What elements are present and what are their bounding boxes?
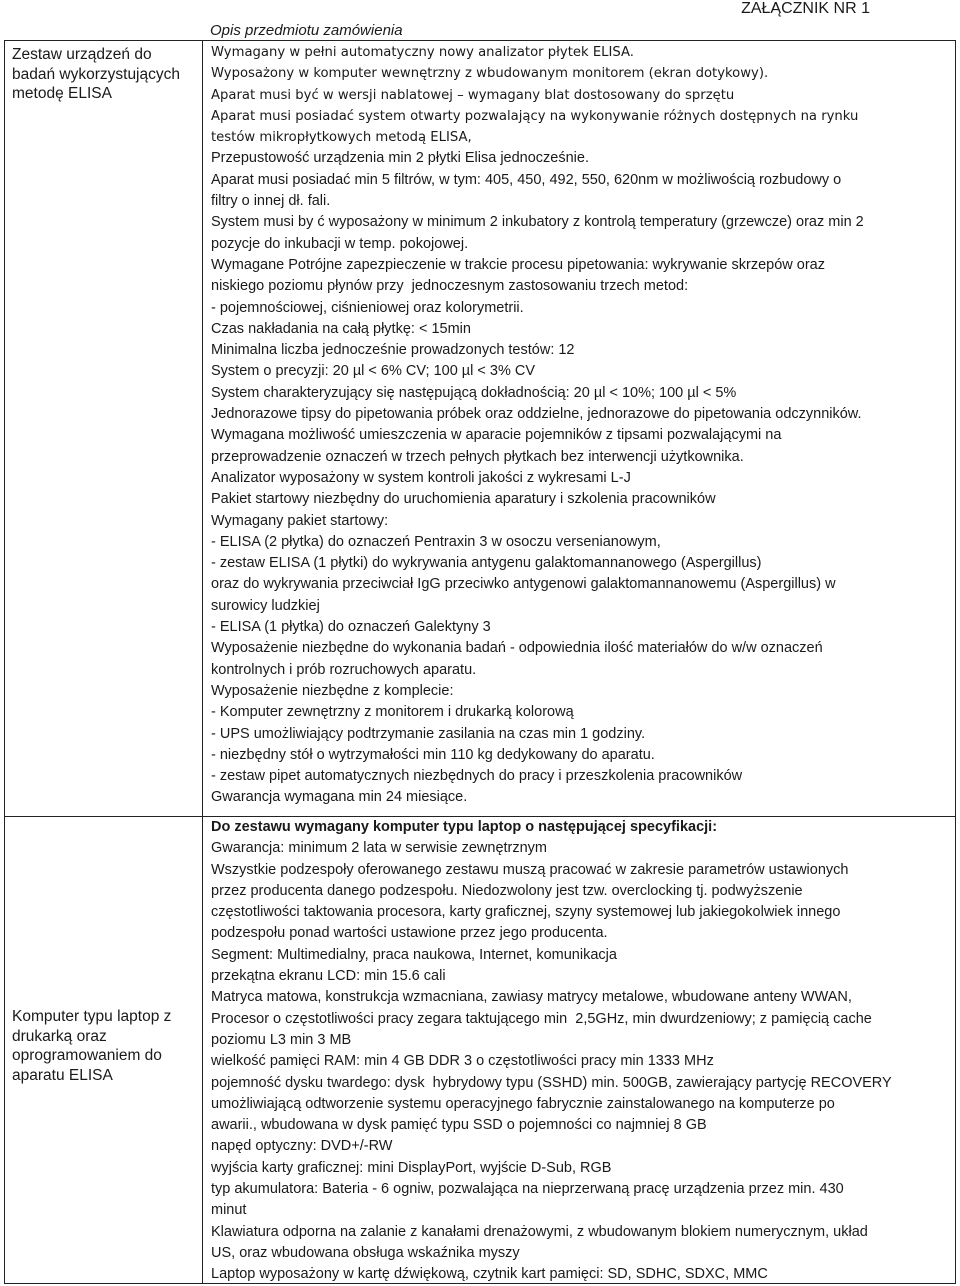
spec-line: typ akumulatora: Bateria - 6 ogniw, pozwalająca na nieprzerwaną pracę urządzenia przez min. 430 — [211, 1181, 844, 1198]
spec-line: Gwarancja: minimum 2 lata w serwisie zewnętrznym — [211, 840, 548, 857]
spec-line: Laptop wyposażony w kartę dźwiękową, czytnik kart pamięci: SD, SDHC, SDXC, MMC — [211, 1266, 768, 1283]
spec-line: Klawiatura odporna na zalanie z kanałami drenażowymi, z wbudowanym blokiem numerycznym, układ — [211, 1223, 868, 1240]
spec-line: Wymagany w pełni automatyczny nowy analizator płytek ELISA. — [211, 45, 634, 60]
spec-line: - Komputer zewnętrzny z monitorem i drukarką kolorową — [211, 704, 574, 721]
spec-line: awarii., wbudowana w dysk pamięć typu SSD o pojemności co najmniej 8 GB — [211, 1117, 707, 1134]
spec-line: System o precyzji: 20 µl < 6% CV; 100 µl < 3% CV — [211, 363, 536, 380]
document-subtitle: Opis przedmiotu zamówienia — [210, 22, 403, 39]
spec-line: - zestaw pipet automatycznych niezbędnych do pracy i przeszkolenia pracowników — [211, 768, 743, 785]
spec-line: - ELISA (2 płytka) do oznaczeń Pentraxin 3 w osoczu versenianowym, — [211, 533, 661, 550]
spec-line: Aparat musi posiadać min 5 filtrów, w tym: 405, 450, 492, 550, 620nm w możliwością rozbudowy o — [211, 171, 842, 188]
spec-line: Gwarancja wymagana min 24 miesiące. — [211, 789, 468, 806]
spec-line: surowicy ludzkiej — [211, 597, 320, 614]
spec-line: Matryca matowa, konstrukcja wzmacniana, zawiasy matrycy metalowe, wbudowane anteny WWAN, — [211, 989, 852, 1006]
elisa-specification — [211, 42, 951, 809]
spec-line: umożliwiającą odtworzenie systemu operacyjnego fabrycznie zainstalowanego na komputerze po — [211, 1095, 835, 1112]
spec-line: System musi by ć wyposażony w minimum 2 inkubatory z kontrolą temperatury (grzewcze) oraz min 2 — [211, 214, 864, 231]
spec-line: przekątna ekranu LCD: min 15.6 cali — [211, 968, 446, 985]
spec-line: wyjścia karty graficznej: mini DisplayPort, wyjście D-Sub, RGB — [211, 1159, 612, 1176]
spec-line: niskiego poziomu płynów przy jednoczesnym zastosowaniu trzech metod: — [211, 278, 689, 295]
spec-line: napęd optyczny: DVD+/-RW — [211, 1138, 393, 1155]
item-name-elisa-set: Zestaw urządzeń do badań wykorzystujących metodę ELISA — [12, 46, 180, 102]
spec-line: poziomu L3 min 3 MB — [211, 1031, 352, 1048]
spec-line: Minimalna liczba jednocześnie prowadzonych testów: 12 — [211, 342, 575, 359]
spec-line: wielkość pamięci RAM: min 4 GB DDR 3 o częstotliwości pracy min 1333 MHz — [211, 1053, 714, 1070]
spec-line: - pojemnościowej, ciśnieniowej oraz kolorymetrii. — [211, 299, 524, 316]
spec-line: Wyposażony w komputer wewnętrzny z wbudowanym monitorem (ekran dotykowy). — [211, 66, 769, 82]
spec-line: - UPS umożliwiający podtrzymanie zasilania na czas min 1 godziny. — [211, 725, 646, 742]
spec-line: US, oraz wbudowana obsługa wskaźnika myszy — [211, 1244, 520, 1261]
spec-line: pozycje do inkubacji w temp. pokojowej. — [211, 235, 469, 252]
spec-line: - niezbędny stół o wytrzymałości min 110 kg dedykowany do aparatu. — [211, 746, 655, 763]
spec-line: Segment: Multimedialny, praca naukowa, Internet, komunikacja — [211, 946, 617, 963]
spec-line: podzespołu ponad wartości ustawione przez jego producenta. — [211, 925, 608, 942]
spec-line: Wyposażenie niezbędne z komplecie: — [211, 682, 454, 699]
spec-line: testów mikropłytkowych metodą ELISA, — [211, 130, 472, 146]
item-name-laptop: Komputer typu laptop z drukarką oraz oprogramowaniem do aparatu ELISA — [12, 1008, 172, 1084]
spec-line: Wymagana możliwość umieszczenia w aparacie pojemników z tipsami pozwalającymi na — [211, 427, 782, 444]
spec-line: przeprowadzenie oznaczeń w trzech pełnych płytkach bez interwencji użytkownika. — [211, 448, 744, 465]
spec-line: Czas nakładania na całą płytkę: < 15min — [211, 320, 471, 337]
spec-line: częstotliwości taktowania procesora, karty graficznej, szyny systemowej lub jakiegokolwiek innego — [211, 904, 841, 921]
specification-table — [4, 40, 956, 1284]
spec-line: Aparat musi być w wersji nablatowej – wymagany blat dostosowany do sprzętu — [211, 87, 735, 103]
spec-line: Procesor o częstotliwości pracy zegara taktującego min 2,5GHz, min dwurdzeniowy; z pamięcią cache — [211, 1010, 872, 1027]
spec-line: Pakiet startowy niezbędny do uruchomienia aparatury i szkolenia pracowników — [211, 491, 716, 508]
spec-line: przez producenta danego podzespołu. Niedozwolony jest tzw. overclocking tj. podwyższenie — [211, 882, 803, 899]
spec-line: Wymagany pakiet startowy: — [211, 512, 389, 529]
spec-line: Aparat musi posiadać system otwarty pozwalający na wykonywanie różnych dostępnych na rynku — [211, 108, 859, 124]
spec-line: - zestaw ELISA (1 płytki) do wykrywania antygenu galaktomannanowego (Aspergillus) — [211, 555, 762, 572]
spec-line: - ELISA (1 płytka) do oznaczeń Galektyny 3 — [211, 619, 491, 636]
spec-line: filtry o innej dł. fali. — [211, 193, 331, 210]
spec-line: Przepustowość urządzenia min 2 płytki Elisa jednocześnie. — [211, 150, 589, 167]
spec-line: oraz do wykrywania przeciwciał IgG przeciwko antygenowi galaktomannanowemu (Aspergillus) w — [211, 576, 836, 593]
annex-label: ZAŁĄCZNIK NR 1 — [741, 0, 870, 17]
spec-line: Wszystkie podzespoły oferowanego zestawu muszą pracować w zakresie parametrów ustawionych — [211, 861, 849, 878]
spec-line: minut — [211, 1202, 247, 1219]
spec-line: System charakteryzujący się następującą dokładnością: 20 µl < 10%; 100 µl < 5% — [211, 384, 737, 401]
column-divider — [202, 41, 203, 1283]
spec-line: kontrolnych i prób rozruchowych aparatu. — [211, 661, 477, 678]
laptop-specification — [211, 817, 951, 1286]
spec-line: Jednorazowe tipsy do pipetowania próbek oraz oddzielne, jednorazowe do pipetowania odczynników. — [211, 406, 862, 423]
laptop-spec-heading: Do zestawu wymagany komputer typu laptop o następującej specyfikacji: — [211, 819, 718, 835]
spec-line: pojemność dysku twardego: dysk hybrydowy typu (SSHD) min. 500GB, zawierający partycję RECOVERY — [211, 1074, 892, 1091]
spec-line: Analizator wyposażony w system kontroli jakości z wykresami L-J — [211, 469, 631, 486]
spec-line: Wyposażenie niezbędne do wykonania badań - odpowiednia ilość materiałów do w/w oznaczeń — [211, 640, 823, 657]
spec-line: Wymagane Potrójne zapezpieczenie w trakcie procesu pipetowania: wykrywanie skrzepów oraz — [211, 256, 825, 273]
